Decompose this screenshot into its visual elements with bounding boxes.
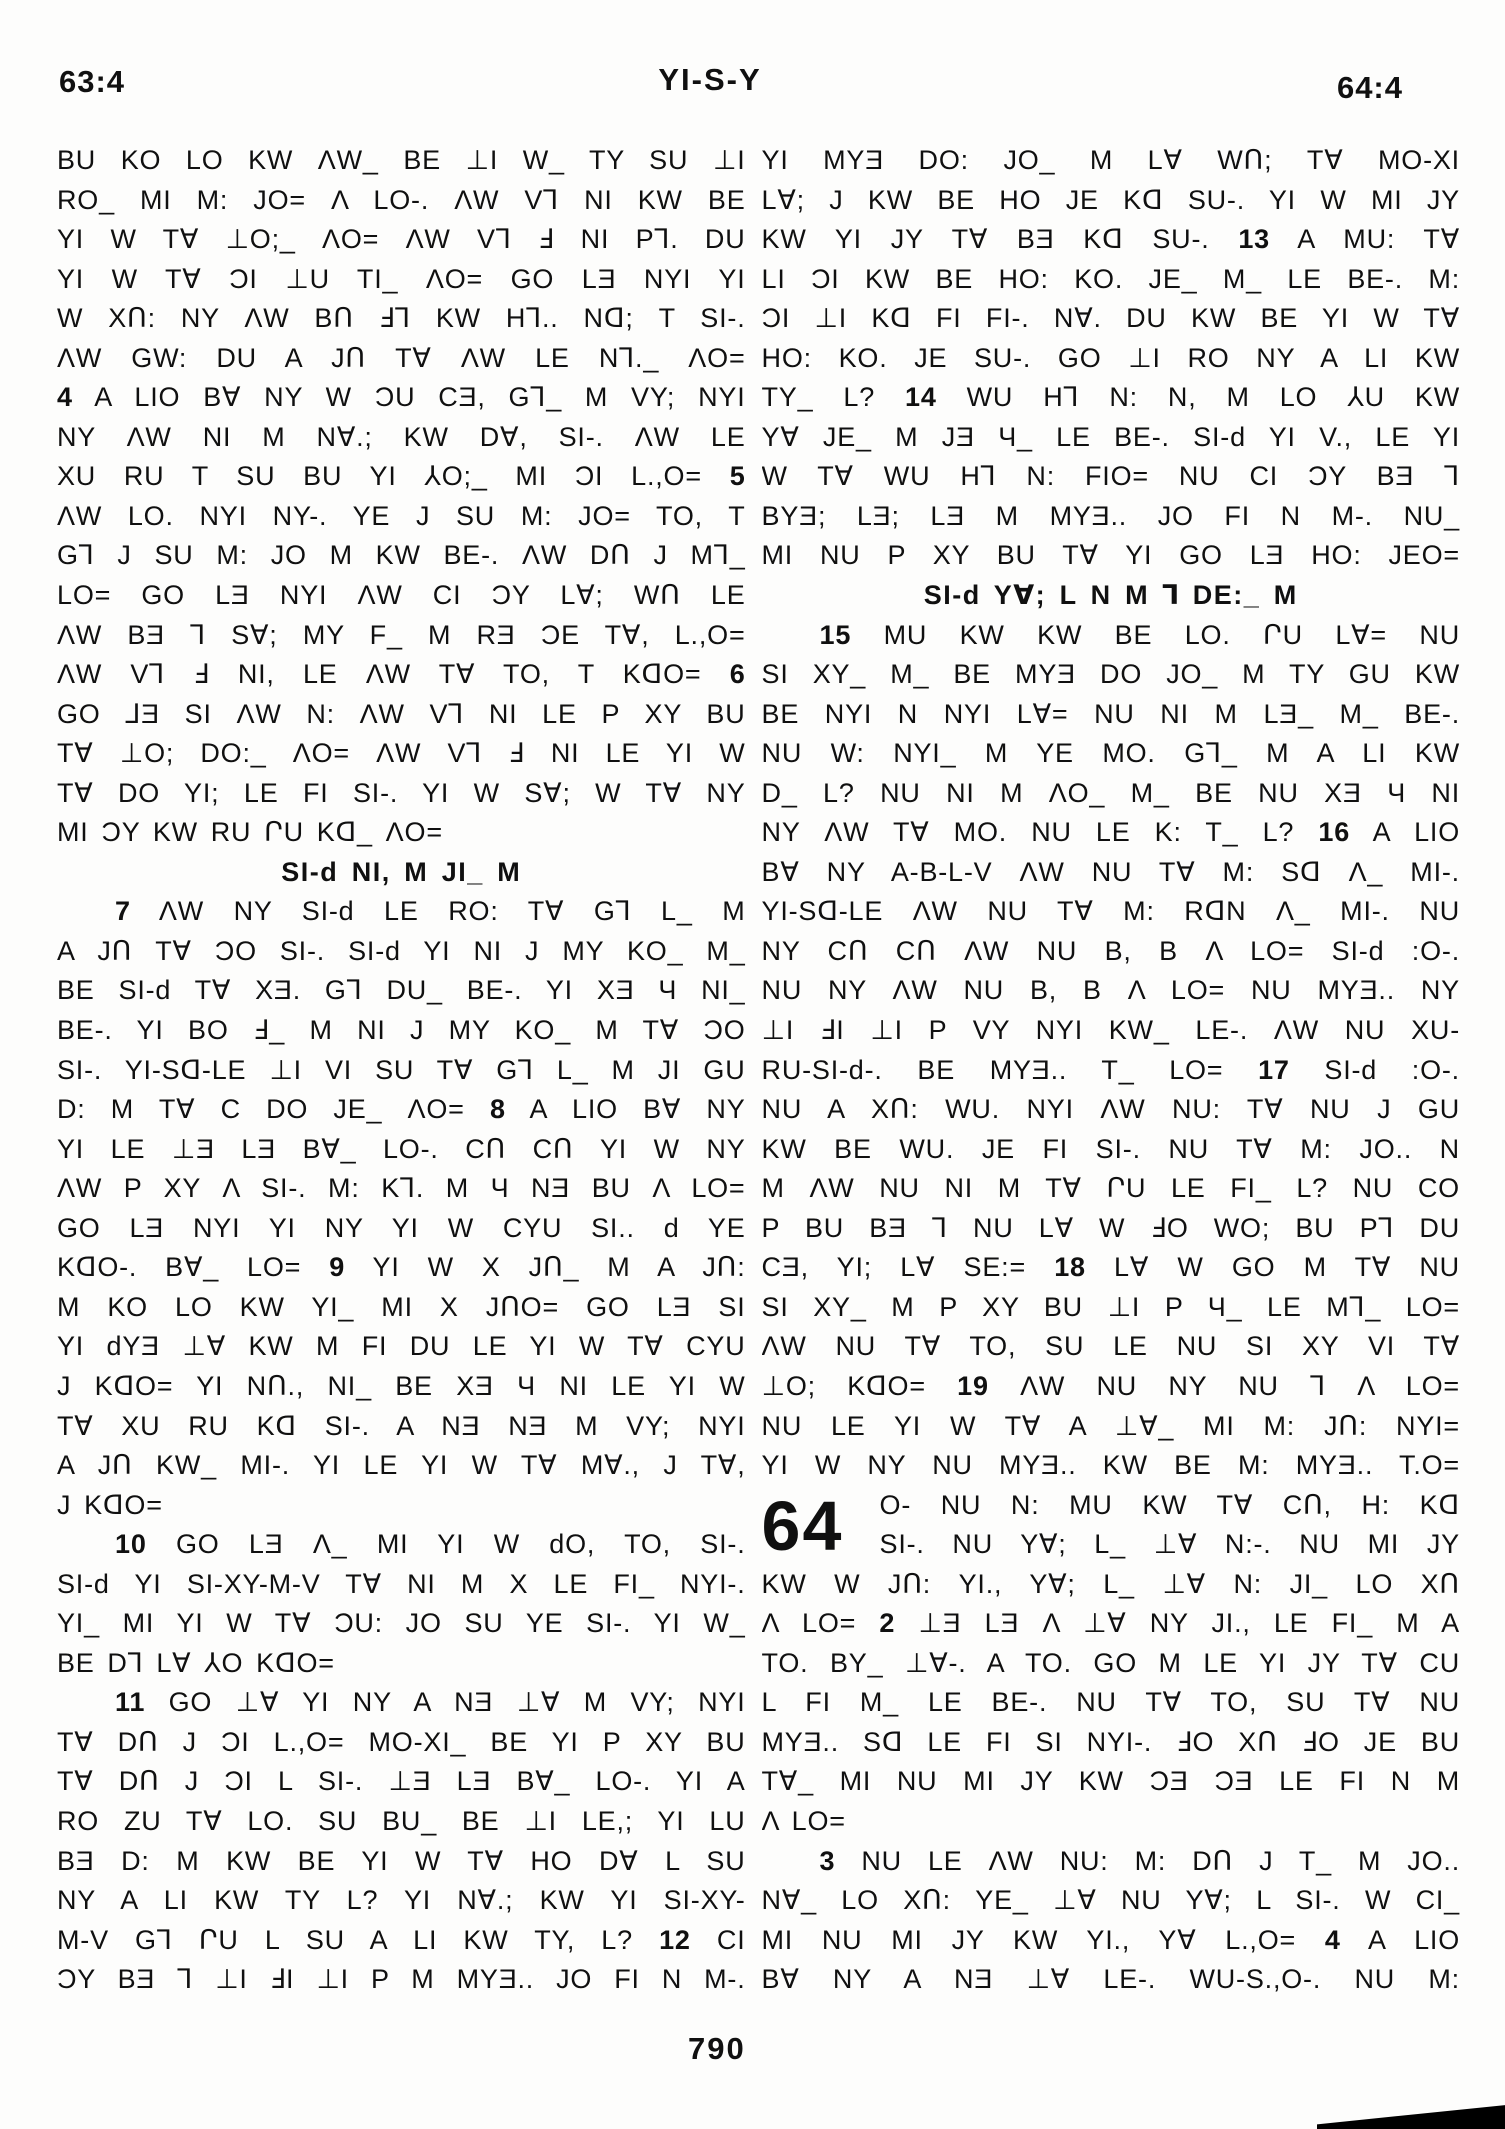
text-line: NY ΛW NI M N∀.; KW D∀, SI-. ΛW LE bbox=[57, 421, 746, 452]
text-line: RO_ MI M: JO= Λ LO-. ΛW V⅂ NI KW BE bbox=[57, 184, 746, 215]
text-line: M-V G⅂ ՐU L SU A LI KW TY, L? 12 CI bbox=[57, 1924, 746, 1955]
text-line: KW W JՈ: YI., Y∀; L_ ⊥∀ N: JI_ LO XՈ bbox=[761, 1568, 1460, 1599]
verse-number: 16 bbox=[1318, 817, 1351, 848]
text-line: GO LƎ NYI YI NY YI W CYU SI.. d YE bbox=[57, 1212, 746, 1243]
text-line: A JՈ KW_ MI-. YI LE YI W T∀ M∀., J T∀, bbox=[57, 1450, 746, 1481]
text-line: KᗡO-. B∀_ LO= 9 YI W X JՈ_ M A JՈ: bbox=[57, 1252, 746, 1283]
verse-number: 4 bbox=[57, 382, 73, 413]
text-line: YI W T∀ ⊥O;_ ΛO= ΛW V⅂ Ⅎ NI P⅂. DU bbox=[57, 224, 746, 255]
text-line: GO ⅃Ǝ SI ΛW N: ΛW V⅂ NI LE P XY BU bbox=[57, 698, 746, 729]
text-line: ƆI ⊥I Kᗡ FI FI-. N∀. DU KW BE YI W T∀ bbox=[761, 303, 1460, 334]
text-line: B∀ NY A-B-L-V ΛW NU T∀ M: Sᗡ Λ_ MI-. bbox=[761, 856, 1460, 887]
text-line: BƎ D: M KW BE YI W T∀ HO D∀ L SU bbox=[57, 1845, 746, 1876]
text-line: M KO LO KW YI_ MI X JՈO= GO LƎ SI bbox=[57, 1291, 746, 1322]
text-line: TY_ L? 14 WU H⅂ N: N, M LO ⅄U KW bbox=[761, 382, 1460, 413]
text-line: ΛW GW: DU A JՈ T∀ ΛW LE N⅂._ ΛO= bbox=[57, 342, 746, 373]
text-line: BE-. YI BO Ⅎ_ M NI J MY KO_ M T∀ ƆO bbox=[57, 1015, 746, 1046]
text-line: ΛW NU T∀ TO, SU LE NU SI XY VI T∀ bbox=[761, 1331, 1460, 1362]
verse-number: 2 bbox=[879, 1608, 896, 1639]
text-line: BYƎ; LƎ; LƎ M MYƎ.. JO FI N M-. NU_ bbox=[761, 500, 1460, 531]
text-line: YI W NY NU MYƎ.. KW BE M: MYƎ.. T.O= bbox=[761, 1450, 1460, 1481]
text-line: KW YI JY T∀ BƎ Kᗡ SU-. 13 A MU: T∀ bbox=[761, 224, 1460, 255]
book-title: YI-S-Y bbox=[658, 62, 762, 97]
chapter-verse-ref-left: 63:4 bbox=[59, 64, 126, 99]
text-line: ⊥I ℲI ⊥I P VY NYI KW_ LE-. ΛW NU XU- bbox=[761, 1015, 1460, 1046]
verse-number: 19 bbox=[957, 1370, 989, 1401]
text-line: YI W T∀ ƆI ⊥U TI_ ΛO= GO LƎ NYI YI bbox=[57, 263, 746, 294]
verse-number: 3 bbox=[819, 1845, 836, 1876]
text-line: NY ΛW T∀ MO. NU LE K: T_ L? 16 A LIO bbox=[761, 817, 1460, 848]
text-columns bbox=[57, 141, 1460, 2000]
text-line: YI dYƎ ⊥∀ KW M FI DU LE YI W T∀ CYU bbox=[57, 1331, 746, 1362]
verse-number: 11 bbox=[115, 1687, 146, 1718]
text-line: BE D⅂ L∀ ⅄O KᗡO= bbox=[57, 1647, 335, 1678]
verse-number: 9 bbox=[329, 1252, 346, 1283]
text-line: SI XY_ M_ BE MYƎ DO JO_ M TY GU KW bbox=[761, 659, 1460, 690]
text-line: NU W: NYI_ M YE MO. G⅂_ M A LI KW bbox=[761, 738, 1460, 769]
verse-number: 8 bbox=[489, 1094, 506, 1125]
text-line: 3 NU LE ΛW NU: M: DՈ J T_ M JO.. bbox=[819, 1845, 1460, 1876]
text-line: BE SI-d T∀ XƎ. G⅂ DU_ BE-. YI XƎ Ч NI_ bbox=[57, 975, 746, 1006]
text-line: MI ƆY KW RU ՐU Kᗡ_ ΛO= bbox=[57, 817, 443, 848]
text-line: T∀ DՈ J ƆI L.,O= MO-XI_ BE YI P XY BU bbox=[57, 1726, 746, 1757]
text-line: 10 GO LƎ Λ_ MI YI W dO, TO, SI-. bbox=[115, 1529, 746, 1560]
verse-number: 13 bbox=[1238, 224, 1270, 255]
text-line: 15 MU KW KW BE LO. ՐU L∀= NU bbox=[819, 619, 1460, 650]
text-line: RO ZU T∀ LO. SU BU_ BE ⊥I LE,; YI LU bbox=[57, 1805, 746, 1836]
chapter-start-lines bbox=[880, 1486, 1460, 1565]
verse-number: 5 bbox=[729, 461, 746, 492]
text-line: J KᗡO= bbox=[57, 1489, 163, 1520]
scan-artifact bbox=[1317, 2103, 1505, 2129]
text-line: SI-d YI SI-XY-M-V T∀ NI M X LE FI_ NYI-. bbox=[57, 1568, 746, 1599]
page-header bbox=[0, 58, 1505, 104]
verse-number: 4 bbox=[1324, 1924, 1341, 1955]
text-line: ΛW P XY Λ SI-. M: K⅂. M Ч NƎ BU Λ LO= bbox=[57, 1173, 746, 1204]
page-number: 790 bbox=[688, 2031, 746, 2066]
text-line: ΛW LO. NYI NY-. YE J SU M: JO= TO, T bbox=[57, 500, 746, 531]
text-line: Λ LO= 2 ⊥Ǝ LƎ Λ ⊥∀ NY JI., LE FI_ M A bbox=[761, 1608, 1460, 1639]
section-heading: SI-d Y∀; L N M ⅂ DE:_ M bbox=[923, 580, 1298, 611]
right-column bbox=[762, 141, 1460, 2000]
text-line: T∀ DO YI; LE FI SI-. YI W S∀; W T∀ NY bbox=[57, 777, 746, 808]
text-line: NU A XՈ: WU. NYI ΛW NU: T∀ NU J GU bbox=[761, 1094, 1460, 1125]
text-line: NY A LI KW TY L? YI N∀.; KW YI SI-XY- bbox=[57, 1885, 746, 1916]
text-line: W T∀ WU H⅂ N: FIO= NU CI ƆY BƎ ⅂ bbox=[761, 461, 1460, 492]
text-line: MI NU MI JY KW YI., Y∀ L.,O= 4 A LIO bbox=[761, 1924, 1460, 1955]
text-line: RU-SI-d-. BE MYƎ.. T_ LO= 17 SI-d :O-. bbox=[761, 1054, 1460, 1085]
text-line: Λ LO= bbox=[761, 1805, 846, 1836]
text-line: NU NY ΛW NU B, B Λ LO= NU MYƎ.. NY bbox=[761, 975, 1460, 1006]
text-line: ƆY BƎ ⅂ ⊥I ℲI ⊥I P M MYƎ.. JO FI N M-. bbox=[57, 1964, 746, 1995]
text-line: W XՈ: NY ΛW BՈ Ⅎ⅂ KW H⅂.. Nᗡ; T SI-. bbox=[57, 303, 746, 334]
text-line: Y∀ JE_ M JƎ Ч_ LE BE-. SI-d YI V., LE YI bbox=[761, 421, 1460, 452]
text-line: BE NYI N NYI L∀= NU NI M LƎ_ M_ BE-. bbox=[761, 698, 1460, 729]
text-line: YI-Sᗡ-LE ΛW NU T∀ M: RᗡN Λ_ MI-. NU bbox=[761, 896, 1460, 927]
text-line: BU KO LO KW ΛW_ BE ⊥I W_ TY SU ⊥I bbox=[57, 145, 746, 175]
text-line: ΛW BƎ ⅂ S∀; MY F_ M RƎ ƆE T∀, L.,O= bbox=[57, 619, 746, 650]
text-line: B∀ NY A NƎ ⊥∀ LE-. WU-S.,O-. NU M: bbox=[761, 1964, 1460, 1995]
text-line: 11 GO ⊥∀ YI NY A NƎ ⊥∀ M VY; NYI bbox=[115, 1687, 746, 1718]
verse-number: 6 bbox=[729, 659, 746, 690]
text-line: T∀ DՈ J ƆI L SI-. ⊥Ǝ LƎ B∀_ LO-. YI A bbox=[57, 1766, 746, 1797]
text-line: N∀_ LO XՈ: YE_ ⊥∀ NU Y∀; L SI-. W CI_ bbox=[761, 1885, 1460, 1916]
text-line: ⊥O; KᗡO= 19 ΛW NU NY NU ⅂ Λ LO= bbox=[761, 1370, 1460, 1401]
text-line: TO. BY_ ⊥∀-. A TO. GO M LE YI JY T∀ CU bbox=[761, 1647, 1460, 1678]
text-line: YI MYƎ DO: JO_ M L∀ WՈ; T∀ MO-XI bbox=[761, 145, 1460, 175]
text-line: NU LE YI W T∀ A ⊥∀_ MI M: JՈ: NYI= bbox=[761, 1410, 1460, 1441]
verse-number: 17 bbox=[1258, 1054, 1290, 1085]
verse-number: 10 bbox=[115, 1529, 147, 1560]
text-line: SI XY_ M P XY BU ⊥I P Ч_ LE M⅂_ LO= bbox=[761, 1291, 1460, 1322]
text-line: MYƎ.. Sᗡ LE FI SI NYI-. ℲO XՈ ℲO JE BU bbox=[761, 1726, 1460, 1757]
left-column bbox=[57, 141, 746, 2000]
text-line: CƎ, YI; L∀ SE:= 18 L∀ W GO M T∀ NU bbox=[761, 1252, 1460, 1283]
text-line: T∀_ MI NU MI JY KW ƆƎ ƆƎ LE FI N M bbox=[761, 1766, 1460, 1797]
section-heading: SI-d NI, M JI_ M bbox=[281, 856, 522, 887]
text-line: J KᗡO= YI NՈ., NI_ BE XƎ Ч NI LE YI W bbox=[57, 1370, 746, 1401]
verse-number: 14 bbox=[905, 382, 937, 413]
text-line: M ΛW NU NI M T∀ ՐU LE FI_ L? NU CO bbox=[761, 1173, 1460, 1204]
text-line: KW BE WU. JE FI SI-. NU T∀ M: JO.. N bbox=[761, 1133, 1460, 1164]
text-line: SI-. YI-Sᗡ-LE ⊥I VI SU T∀ G⅂ L_ M JI GU bbox=[57, 1054, 746, 1085]
text-line: HO: KO. JE SU-. GO ⊥I RO NY A LI KW bbox=[761, 342, 1460, 373]
text-line: 7 ΛW NY SI-d LE RO: T∀ G⅂ L_ M bbox=[115, 896, 746, 927]
chapter-number: 64 bbox=[761, 1486, 844, 1565]
text-line: P BU BƎ ⅂ NU L∀ W ℲO WO; BU P⅂ DU bbox=[761, 1212, 1460, 1243]
text-line: L FI M_ LE BE-. NU T∀ TO, SU T∀ NU bbox=[761, 1687, 1460, 1718]
text-line: LI ƆI KW BE HO: KO. JE_ M_ LE BE-. M: bbox=[761, 263, 1460, 294]
text-line: T∀ XU RU Kᗡ SI-. A NƎ NƎ M VY; NYI bbox=[57, 1410, 746, 1441]
text-line: XU RU T SU BU YI ⅄O;_ MI ƆI L.,O= 5 bbox=[57, 461, 746, 492]
text-line: G⅂ J SU M: JO M KW BE-. ΛW DՈ J M⅂_ bbox=[57, 540, 746, 571]
text-line: ΛW V⅂ Ⅎ NI, LE ΛW T∀ TO, T KᗡO= 6 bbox=[57, 659, 746, 690]
text-line: LO= GO LƎ NYI ΛW CI ƆY L∀; WՈ LE bbox=[57, 580, 746, 611]
verse-number: 7 bbox=[115, 896, 131, 927]
text-line: MI NU P XY BU T∀ YI GO LƎ HO: JEO= bbox=[761, 540, 1460, 571]
text-line: D_ L? NU NI M ΛO_ M_ BE NU XƎ Ч NI bbox=[761, 777, 1460, 808]
text-line: YI LE ⊥Ǝ LƎ B∀_ LO-. CՈ CՈ YI W NY bbox=[57, 1133, 746, 1164]
text-line: L∀; J KW BE HO JE Kᗡ SU-. YI W MI JY bbox=[761, 184, 1460, 215]
chapter-verse-ref-right: 64:4 bbox=[1336, 70, 1403, 105]
text-line: O- NU N: MU KW T∀ CՈ, H: Kᗡ bbox=[879, 1489, 1460, 1520]
text-line: YI_ MI YI W T∀ ƆU: JO SU YE SI-. YI W_ bbox=[57, 1608, 746, 1639]
text-line: A JՈ T∀ ƆO SI-. SI-d YI NI J MY KO_ M_ bbox=[57, 935, 746, 966]
verse-number: 15 bbox=[819, 619, 852, 650]
text-line: T∀ ⊥O; DO:_ ΛO= ΛW V⅂ Ⅎ NI LE YI W bbox=[57, 738, 746, 769]
text-line: NY CՈ CՈ ΛW NU B, B Λ LO= SI-d :O-. bbox=[761, 935, 1460, 966]
chapter-start-block bbox=[762, 1486, 1460, 1565]
text-line: D: M T∀ C DO JE_ ΛO= 8 A LIO B∀ NY bbox=[57, 1094, 746, 1125]
text-line: 4 A LIO B∀ NY W ƆU CƎ, G⅂_ M VY; NYI bbox=[57, 382, 746, 413]
verse-number: 12 bbox=[659, 1924, 691, 1955]
text-line: SI-. NU Y∀; L_ ⊥∀ N:-. NU MI JY bbox=[879, 1529, 1460, 1560]
verse-number: 18 bbox=[1054, 1252, 1086, 1283]
